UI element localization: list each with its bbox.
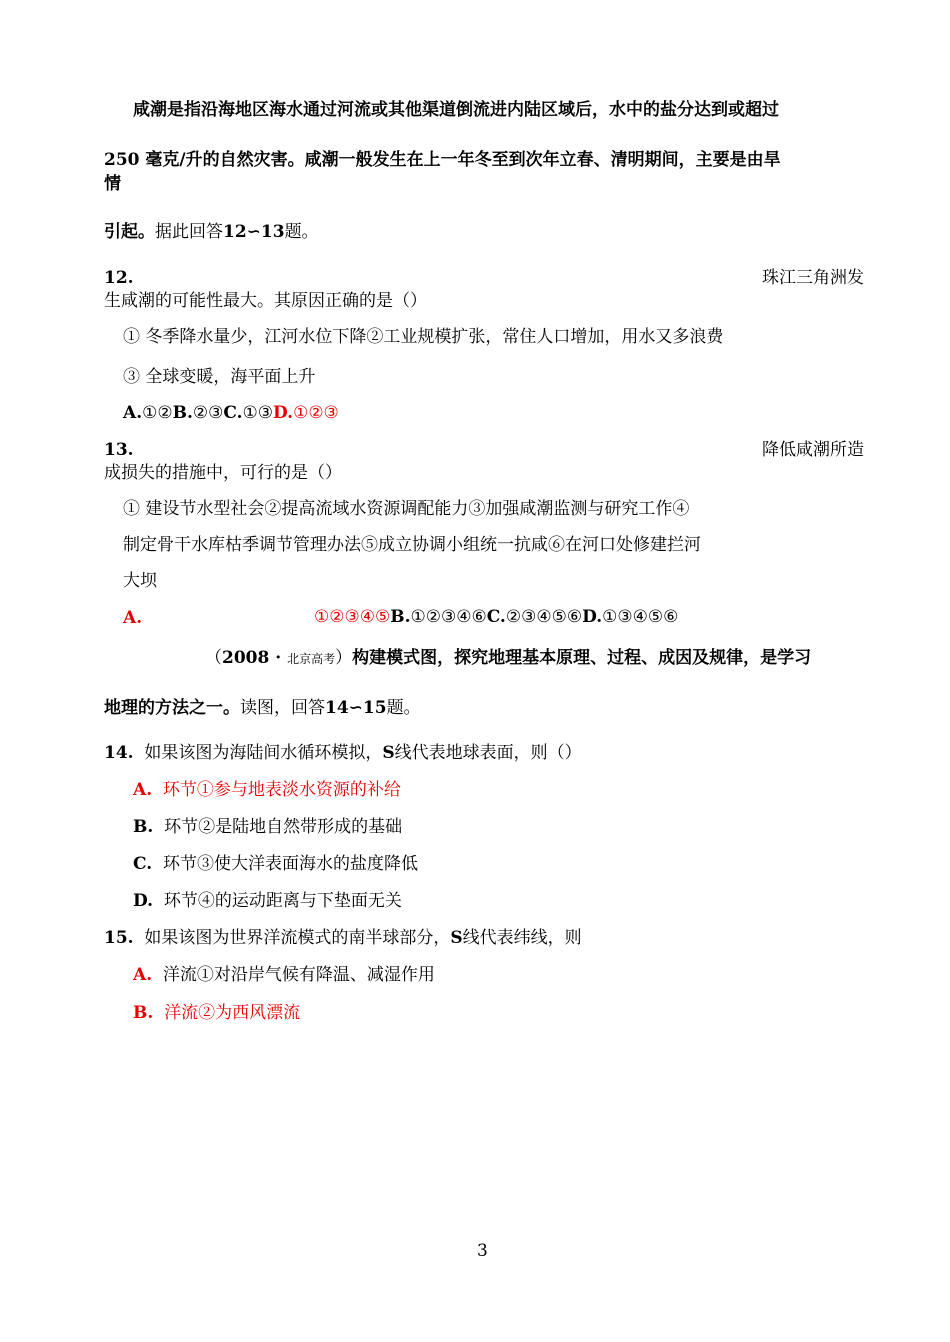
intro-line-3-bold: 引起。 xyxy=(104,222,155,242)
q12-items-2: ③ 全球变暖，海平面上升 xyxy=(123,367,316,387)
q13-stem: 成损失的措施中，可行的是（） xyxy=(104,463,342,483)
q14-option-c-label: C. xyxy=(133,854,153,874)
intro-line-3-end: 题。 xyxy=(284,222,319,242)
intro2-paren-close: ） xyxy=(335,648,353,668)
page-number: 3 xyxy=(477,1241,488,1261)
q13-option-b-text: ①②③④⑥ xyxy=(410,607,487,627)
q13-option-a-text: ①②③④⑤ xyxy=(314,607,391,627)
q13-option-c-text: ②③④⑤⑥ xyxy=(505,607,583,627)
q12-option-b-text: ②③ xyxy=(192,403,224,423)
q12-option-a-label: A. xyxy=(123,403,143,423)
q14-option-a-label: A. xyxy=(133,780,153,800)
q14-option-d-label: D. xyxy=(133,891,154,911)
q15-stem-pre: 如果该图为世界洋流模式的南半球部分， xyxy=(144,928,451,948)
q15-number: 15. xyxy=(104,928,134,948)
q14-option-c xyxy=(133,854,418,874)
q14-stem xyxy=(104,743,582,763)
q12-stem-right: 珠江三角洲发 xyxy=(762,268,864,288)
q14-option-b-text: 环节②是陆地自然带形成的基础 xyxy=(164,817,403,837)
q15-option-a-label: A. xyxy=(133,965,153,985)
q15-stem xyxy=(104,928,582,948)
q12-option-d-label: D. xyxy=(273,403,294,423)
q15-option-b xyxy=(133,1003,300,1023)
q14-option-a-text: 环节①参与地表淡水资源的补给 xyxy=(162,780,401,800)
q14-option-b xyxy=(133,817,402,837)
q15-option-b-text: 洋流②为西风漂流 xyxy=(164,1003,301,1023)
intro-line-3-range: 12∽13 xyxy=(223,222,285,242)
q13-option-b-label: B. xyxy=(390,607,411,627)
q13-items-1: ① 建设节水型社会②提高流域水资源调配能力③加强咸潮监测与研究工作④ xyxy=(123,499,690,519)
intro2-line-2 xyxy=(104,698,421,718)
q14-option-b-label: B. xyxy=(133,817,154,837)
q15-stem-post: 线代表纬线，则 xyxy=(462,928,582,948)
q14-option-d xyxy=(133,891,402,911)
q12-options xyxy=(123,403,339,423)
q12-option-c-label: C. xyxy=(223,403,243,423)
intro-line-2: 250 毫克/升的自然灾害。咸潮一般发生在上一年冬至到次年立春、清明期间，主要是由旱 xyxy=(104,150,781,170)
q12-items-1: ① 冬季降水量少，江河水位下降②工业规模扩张，常住人口增加，用水又多浪费 xyxy=(123,327,724,347)
intro2-line-1-rest: 构建模式图，探究地理基本原理、过程、成因及规律，是学习 xyxy=(352,648,812,668)
q15-option-b-label: B. xyxy=(133,1003,154,1023)
intro2-line-2-bold: 地理的方法之一。 xyxy=(104,698,240,718)
q14-option-c-text: 环节③使大洋表面海水的盐度降低 xyxy=(162,854,418,874)
q13-stem-right: 降低咸潮所造 xyxy=(762,440,864,460)
q14-stem-s: S xyxy=(382,743,395,763)
q13-option-a-label: A. xyxy=(123,608,143,628)
q13-options xyxy=(314,607,678,627)
q15-option-a-text: 洋流①对沿岸气候有降温、减湿作用 xyxy=(162,965,435,985)
q13-items-3: 大坝 xyxy=(123,571,157,591)
q12-option-c-text: ①③ xyxy=(242,403,274,423)
intro-line-3-rest: 据此回答 xyxy=(155,222,223,242)
q13-items-2: 制定骨干水库枯季调节管理办法⑤成立协调小组统一抗咸⑥在河口处修建拦河 xyxy=(123,535,701,555)
q13-option-c-label: C. xyxy=(486,607,506,627)
q14-option-d-text: 环节④的运动距离与下垫面无关 xyxy=(163,891,402,911)
q14-stem-pre: 如果该图为海陆间水循环模拟， xyxy=(144,743,383,763)
intro2-line-2-range: 14∽15 xyxy=(325,698,387,718)
intro2-line-2-end: 题。 xyxy=(386,698,421,718)
q12-option-d-text: ①②③ xyxy=(293,403,339,423)
intro-line-1: 咸潮是指沿海地区海水通过河流或其他渠道倒流进内陆区域后，水中的盐分达到或超过 xyxy=(133,100,779,120)
q14-stem-post: 线代表地球表面，则（） xyxy=(394,743,582,763)
q15-option-a xyxy=(133,965,435,985)
q13-option-d-label: D. xyxy=(582,607,603,627)
intro2-line-2-rest: 读图，回答 xyxy=(240,698,325,718)
intro2-year: 2008 · xyxy=(222,648,288,668)
q12-number: 12. xyxy=(104,268,134,288)
q12-option-b-label: B. xyxy=(172,403,193,423)
intro-line-3 xyxy=(104,222,319,242)
intro2-line-1 xyxy=(205,648,811,668)
intro2-source: 北京高考 xyxy=(287,652,336,666)
q15-stem-s: S xyxy=(450,928,463,948)
q14-number: 14. xyxy=(104,743,134,763)
intro-line-2b: 情 xyxy=(104,174,121,194)
q13-number: 13. xyxy=(104,440,134,460)
q12-stem: 生咸潮的可能性最大。其原因正确的是（） xyxy=(104,291,427,311)
q13-option-d-text: ①③④⑤⑥ xyxy=(602,607,679,627)
q12-option-a-text: ①② xyxy=(142,403,173,423)
intro2-paren-open: （ xyxy=(205,648,222,668)
q14-option-a xyxy=(133,780,401,800)
